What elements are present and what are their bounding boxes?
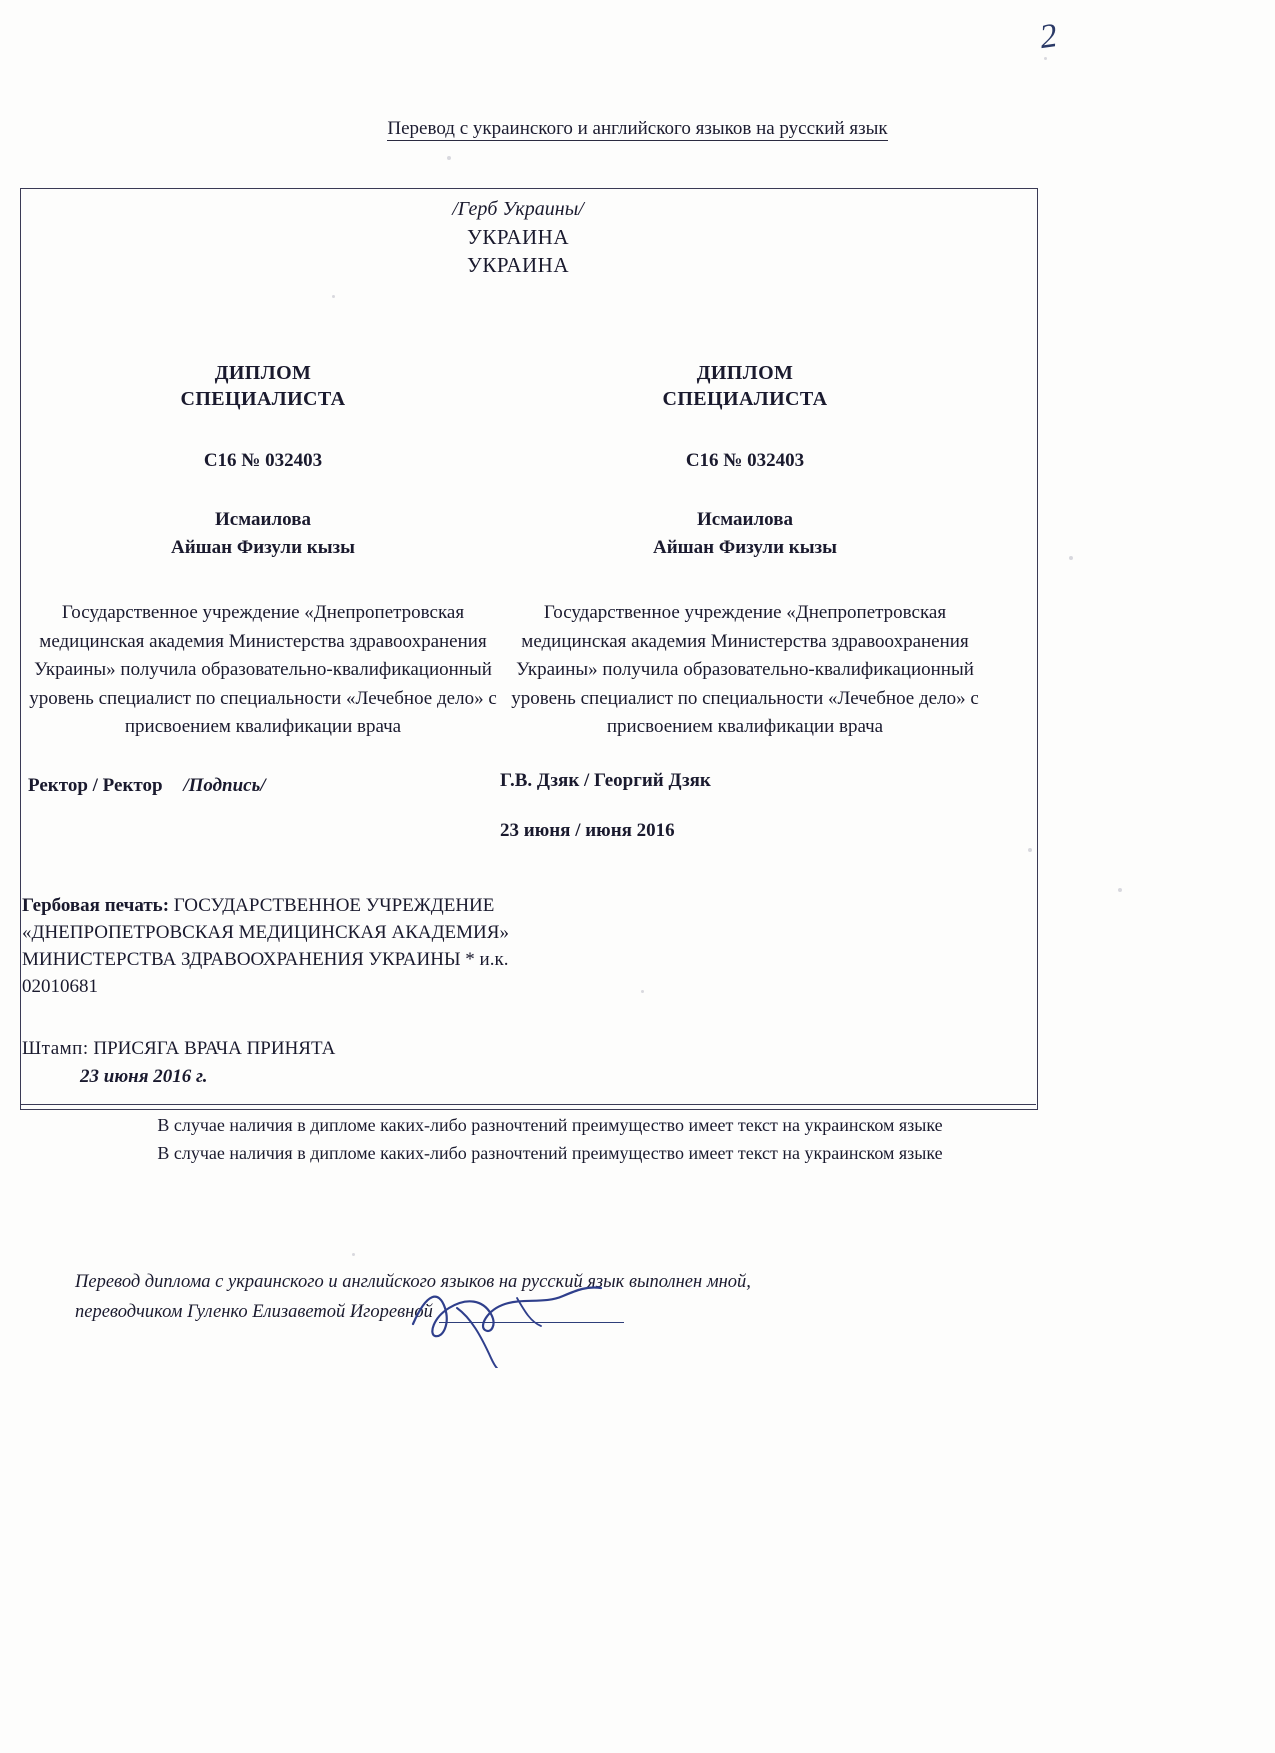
seal-label: Гербовая печать:: [22, 895, 170, 916]
graduate-surname-right: Исмаилова: [697, 509, 793, 530]
diploma-date: 23 июня / июня 2016: [500, 820, 675, 841]
diploma-title-left-line1: ДИПЛОМ: [214, 362, 312, 384]
section-divider: [20, 1104, 1036, 1105]
diploma-serial-right: С16 № 032403: [685, 450, 805, 471]
translation-header: [0, 118, 1275, 140]
seal-block: [22, 893, 522, 1001]
diploma-column-ukrainian: [28, 360, 498, 742]
country-en: УКРАИНА: [466, 253, 570, 278]
scan-speck: [1118, 888, 1122, 892]
scan-speck: [332, 295, 335, 298]
translator-statement-line2-row: [75, 1298, 975, 1328]
translator-statement-line2: переводчиком Гуленко Елизаветой Игоревной: [75, 1301, 433, 1322]
diploma-serial-left: С16 № 032403: [203, 450, 323, 471]
diploma-title-right: [510, 360, 980, 412]
scan-speck: [1069, 556, 1073, 560]
diploma-body-left: Государственное учреждение «Днепропетровская медицинская академия Министерства здравоохранения Украины» получила образовательно-квалификационный уровень специалист по специальности «Лечебное дело» с присвоением квалификации врача: [29, 602, 497, 738]
rector-label: Ректор / Ректор: [28, 775, 163, 796]
rector-label-block: [28, 775, 266, 797]
graduate-name-left: [28, 506, 498, 561]
emblem-note: /Герб Украины/: [452, 198, 584, 220]
graduate-givenname-right: Айшан Физули кызы: [652, 536, 838, 558]
stamp-label: Штамп:: [22, 1038, 89, 1059]
seal-text: ГОСУДАРСТВЕННОЕ УЧРЕЖДЕНИЕ «ДНЕПРОПЕТРОВСКАЯ МЕДИЦИНСКАЯ АКАДЕМИЯ» МИНИСТЕРСТВА ЗДРАВООХРАНЕНИЯ УКРАИНЫ * и.к. 02010681: [22, 895, 509, 997]
stamp-text: ПРИСЯГА ВРАЧА ПРИНЯТА: [93, 1038, 336, 1059]
page-number-mark: 2: [1037, 17, 1060, 57]
footnote-line-1: В случае наличия в дипломе каких-либо разночтений преимущество имеет текст на украинском языке: [157, 1115, 943, 1135]
translator-statement: [75, 1268, 975, 1327]
diploma-title-left: [28, 360, 498, 412]
scan-speck: [352, 1253, 355, 1256]
diploma-column-english: [510, 360, 980, 742]
graduate-surname-left: Исмаилова: [215, 509, 311, 530]
footnote-line-2: В случае наличия в дипломе каких-либо разночтений преимущество имеет текст на украинском языке: [157, 1142, 943, 1163]
scan-speck: [1028, 848, 1032, 852]
rector-signature-note: /Подпись/: [183, 775, 266, 796]
translator-signature-line: [439, 1321, 624, 1323]
footnotes-block: [0, 1112, 1100, 1168]
translation-header-text: Перевод с украинского и английского языков на русский язык: [387, 118, 888, 139]
graduate-givenname-left: Айшан Физули кызы: [170, 536, 356, 558]
crest-block: [0, 196, 1036, 280]
rector-name: Г.В. Дзяк / Георгий Дзяк: [500, 770, 711, 791]
graduate-name-right: [510, 506, 980, 561]
stamp-date: 23 июня 2016 г.: [80, 1065, 208, 1087]
diploma-title-right-line1: ДИПЛОМ: [696, 362, 794, 384]
stamp-block: [22, 1035, 542, 1090]
diploma-title-right-line2: СПЕЦИАЛИСТА: [662, 388, 828, 410]
country-ua: УКРАИНА: [466, 225, 570, 249]
diploma-title-left-line2: СПЕЦИАЛИСТА: [180, 388, 346, 410]
scan-speck: [641, 990, 644, 993]
diploma-body-right: Государственное учреждение «Днепропетровская медицинская академия Министерства здравоохранения Украины» получила образовательно-квалификационный уровень специалист по специальности «Лечебное дело» с присвоением квалификации врача: [511, 602, 979, 738]
translator-statement-line1: Перевод диплома с украинского и английского языков на русский язык выполнен мной,: [75, 1272, 751, 1292]
scan-speck: [1044, 57, 1047, 60]
scan-speck: [447, 156, 451, 160]
